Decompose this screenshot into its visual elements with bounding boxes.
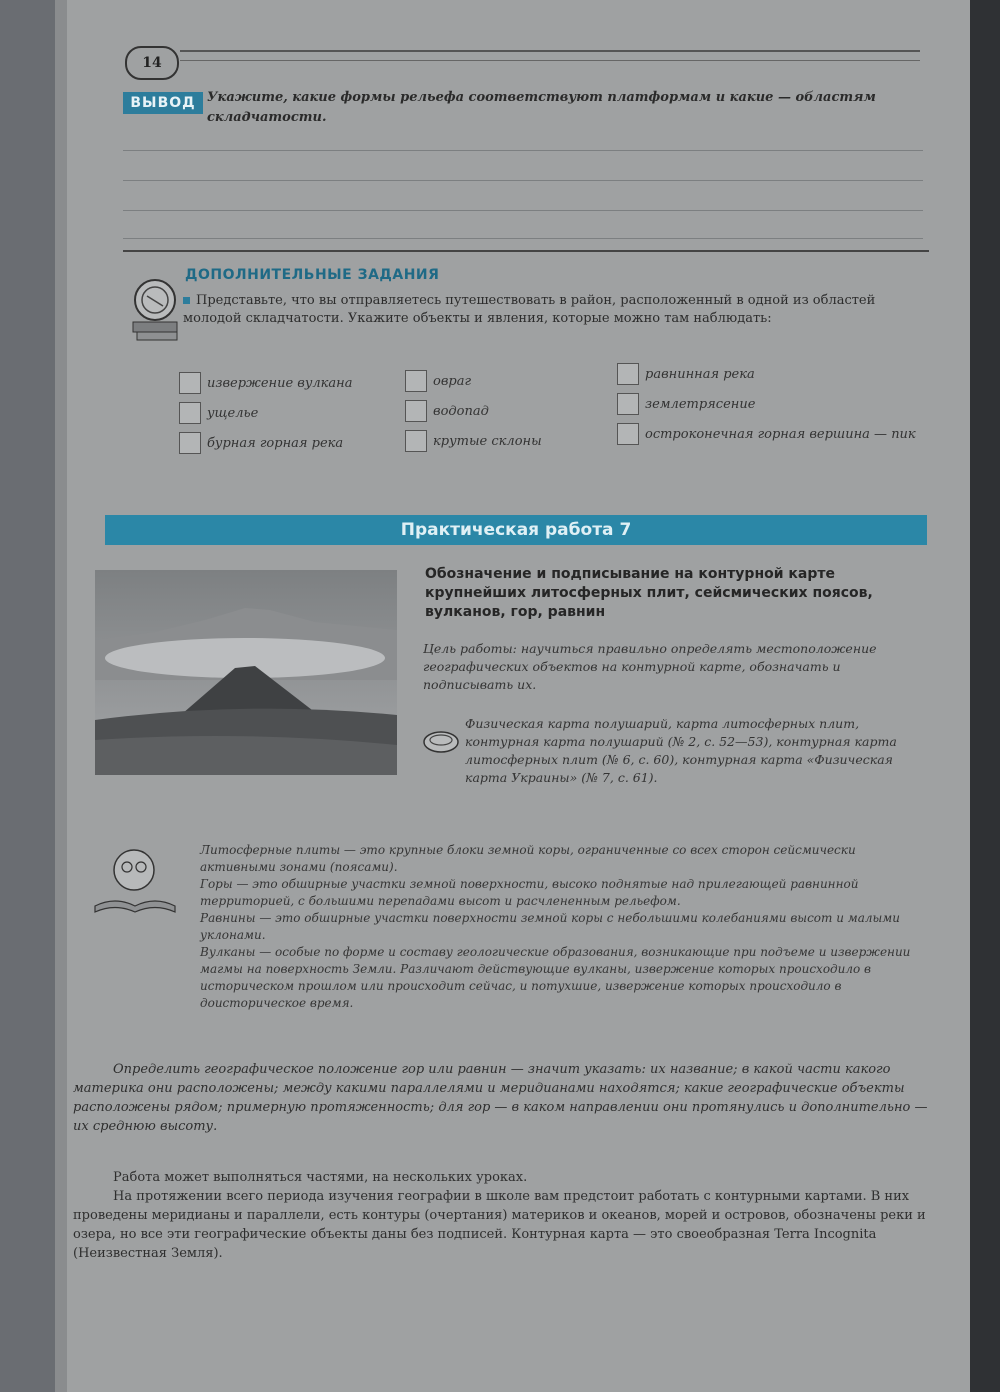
paragraph-text: На протяжении всего периода изучения географии в школе вам предстоит работать с контурными картами. В них проведены меридианы и параллели, есть контуры (очертания) материков и океанов, морей и островов, обозначены реки и озера, но все эти географические объекты даны без подписей. Контурная карта — это своеобразная Terra Incognita (Неизвестная Земля). <box>73 1189 926 1261</box>
additional-task-text <box>183 292 928 328</box>
checkbox[interactable] <box>405 430 427 452</box>
workbook-page <box>55 0 970 1392</box>
checkbox-option[interactable] <box>617 423 917 445</box>
checkbox-label: овраг <box>433 374 472 389</box>
page-number: 14 <box>125 46 179 80</box>
practical-work-materials: Физическая карта полушарий, карта литосферных плит, контурная карта полушарий (№ 2, с. 52—53), контурная карта литосферных плит (№ 6, с. 60), контурная карта «Физическая карта Украины» (№ 7, с. 61). <box>465 716 897 785</box>
checkbox[interactable] <box>179 432 201 454</box>
checkbox-label: крутые склоны <box>433 434 542 449</box>
conclusion-badge: ВЫВОД <box>123 92 203 114</box>
checkbox-option[interactable] <box>617 363 917 385</box>
checkbox[interactable] <box>179 372 201 394</box>
answer-line[interactable] <box>123 238 923 239</box>
definition-item: Горы — это обширные участки земной поверхности, высоко поднятые над прилегающей равнинной территорией, с большими перепадами высот и расчлененным рельефом. <box>200 877 859 908</box>
book-cover-left <box>0 0 60 1392</box>
checkbox-option[interactable] <box>617 393 917 415</box>
answer-line[interactable] <box>123 180 923 181</box>
checkbox-label: ущелье <box>207 406 259 421</box>
definitions-block <box>200 842 935 1012</box>
practical-work-banner: Практическая работа 7 <box>105 515 927 545</box>
additional-task-body: Представьте, что вы отправляетесь путешествовать в район, расположенный в одной из областей молодой складчатости. Укажите объекты и явления, которые можно там наблюдать: <box>183 293 876 326</box>
conclusion-prompt: Укажите, какие формы рельефа соответствуют платформам и какие — областям складчатости. <box>207 90 876 125</box>
checkbox-option[interactable] <box>405 370 605 392</box>
square-bullet-icon <box>183 297 190 304</box>
checkbox-option[interactable] <box>179 372 399 394</box>
magnifier-owl-icon <box>125 272 187 344</box>
checkbox-option[interactable] <box>405 430 605 452</box>
checkbox-option[interactable] <box>405 400 605 422</box>
checkbox[interactable] <box>405 370 427 392</box>
checkbox-label: извержение вулкана <box>207 376 353 391</box>
answer-line[interactable] <box>123 150 923 151</box>
checkbox[interactable] <box>405 400 427 422</box>
closing-paragraphs <box>73 1168 943 1263</box>
definition-item: Вулканы — особые по форме и составу геологические образования, возникающие при подъеме и извержении магмы на поверхность Земли. Различают действующие вулканы, извержение которых происходило в историческом прошлом или происходит сейчас, и потухшие, извержение которых происходило в доисторическое время. <box>200 945 911 1010</box>
checkbox-label: остроконечная горная вершина — пик <box>645 427 916 442</box>
checkbox[interactable] <box>617 423 639 445</box>
map-roll-icon <box>421 728 461 756</box>
page-spine-shadow <box>55 0 67 1392</box>
definition-item: Равнины — это обширные участки поверхности земной коры с небольшими колебаниями высот и малыми уклонами. <box>200 911 900 942</box>
checkbox-label: землетрясение <box>645 397 756 412</box>
additional-tasks-heading: ДОПОЛНИТЕЛЬНЫЕ ЗАДАНИЯ <box>185 267 440 283</box>
owl-with-book-icon <box>90 840 180 920</box>
header-rule-thin <box>180 60 920 61</box>
checkbox[interactable] <box>617 393 639 415</box>
checkbox-label: бурная горная река <box>207 436 344 451</box>
checkbox[interactable] <box>179 402 201 424</box>
instruction-paragraph: Определить географическое положение гор или равнин — значит указать: их название; в какой части какого материка они расположены; между какими параллелями и меридианами находятся; какие географические объекты расположены рядом; примерную протяженность; для гор — в каком направлении они протянулись и дополнительно — их среднюю высоту. <box>73 1062 928 1134</box>
checkbox-option[interactable] <box>179 402 399 424</box>
definition-item: Литосферные плиты — это крупные блоки земной коры, ограниченные со всех сторон сейсмически активными зонами (поясами). <box>200 843 856 874</box>
checkbox-label: равнинная река <box>645 367 755 382</box>
checkbox[interactable] <box>617 363 639 385</box>
checkbox-label: водопад <box>433 404 489 419</box>
section-divider <box>123 250 929 252</box>
practical-work-title: Обозначение и подписывание на контурной карте крупнейших литосферных плит, сейсмических поясов, вулканов, гор, равнин <box>425 566 873 620</box>
practical-work-goal: Цель работы: научиться правильно определять местоположение географических объектов на контурной карте, обозначать и подписывать их. <box>423 641 877 692</box>
volcano-photo <box>95 570 397 775</box>
header-rule <box>180 50 920 52</box>
checkbox-option[interactable] <box>179 432 399 454</box>
answer-line[interactable] <box>123 210 923 211</box>
paragraph-text: Работа может выполняться частями, на нескольких уроках. <box>113 1170 528 1185</box>
